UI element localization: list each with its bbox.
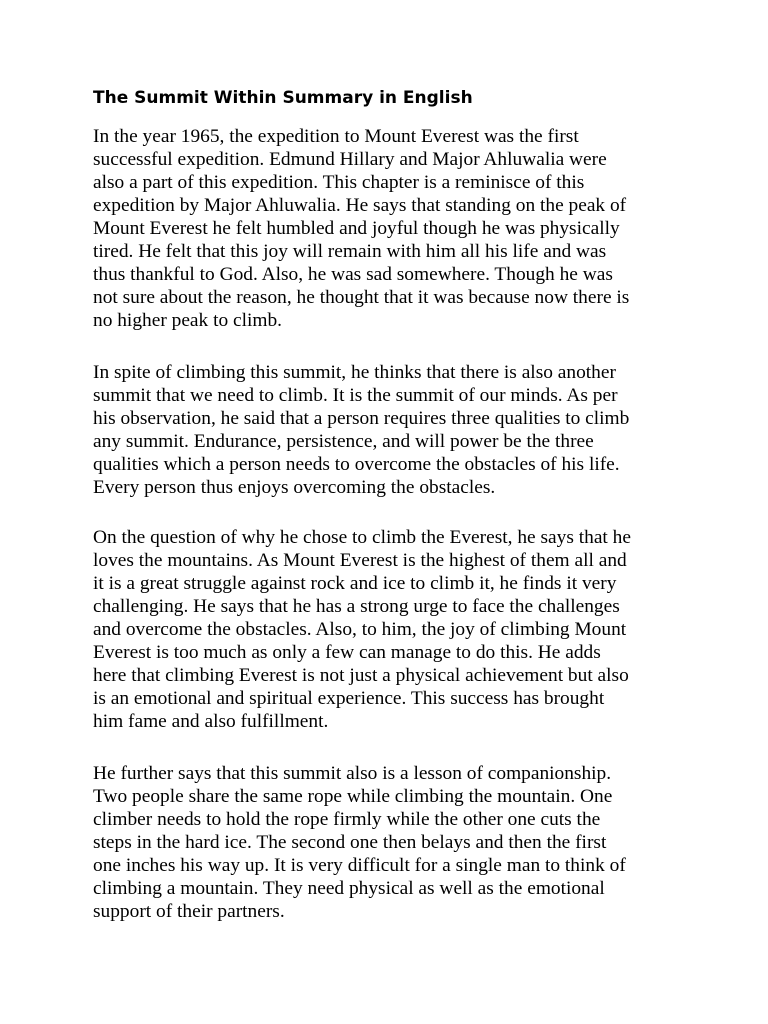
paragraph-line: Every person thus enjoys overcoming the obstacles. xyxy=(93,477,496,498)
paragraph-1 xyxy=(93,125,685,332)
paragraph-line: his observation, he said that a person requires three qualities to climb xyxy=(93,408,630,429)
paragraph-line: one inches his way up. It is very difficult for a single man to think of xyxy=(93,855,626,876)
paragraph-line: not sure about the reason, he thought that it was because now there is xyxy=(93,287,630,308)
paragraph-line: climber needs to hold the rope firmly while the other one cuts the xyxy=(93,809,601,830)
paragraph-line: and overcome the obstacles. Also, to him, the joy of climbing Mount xyxy=(93,619,627,640)
paragraph-line: support of their partners. xyxy=(93,901,285,922)
paragraph-4 xyxy=(93,762,685,923)
paragraph-line: loves the mountains. As Mount Everest is the highest of them all and xyxy=(93,550,627,571)
paragraph-line: In the year 1965, the expedition to Mount Everest was the first xyxy=(93,126,579,147)
paragraph-line: He further says that this summit also is a lesson of companionship. xyxy=(93,763,612,784)
paragraph-line: expedition by Major Ahluwalia. He says that standing on the peak of xyxy=(93,195,627,216)
paragraph-line: is an emotional and spiritual experience. This success has brought xyxy=(93,688,605,709)
paragraph-line: thus thankful to God. Also, he was sad somewhere. Though he was xyxy=(93,264,613,285)
document-title: The Summit Within Summary in English xyxy=(93,88,473,108)
paragraph-line: also a part of this expedition. This chapter is a reminisce of this xyxy=(93,172,585,193)
paragraph-line: On the question of why he chose to climb the Everest, he says that he xyxy=(93,527,631,548)
paragraph-line: Everest is too much as only a few can manage to do this. He adds xyxy=(93,642,601,663)
paragraph-line: him fame and also fulfillment. xyxy=(93,711,329,732)
paragraph-line: qualities which a person needs to overcome the obstacles of his life. xyxy=(93,454,620,475)
paragraph-line: here that climbing Everest is not just a physical achievement but also xyxy=(93,665,629,686)
paragraph-3 xyxy=(93,526,685,733)
paragraph-line: successful expedition. Edmund Hillary and Major Ahluwalia were xyxy=(93,149,607,170)
paragraph-line: In spite of climbing this summit, he thinks that there is also another xyxy=(93,362,616,383)
paragraph-2 xyxy=(93,361,685,499)
paragraph-line: Mount Everest he felt humbled and joyful though he was physically xyxy=(93,218,620,239)
paragraph-line: no higher peak to climb. xyxy=(93,310,283,331)
paragraph-line: climbing a mountain. They need physical as well as the emotional xyxy=(93,878,605,899)
paragraph-line: any summit. Endurance, persistence, and will power be the three xyxy=(93,431,594,452)
paragraph-line: challenging. He says that he has a strong urge to face the challenges xyxy=(93,596,620,617)
paragraph-line: summit that we need to climb. It is the summit of our minds. As per xyxy=(93,385,618,406)
paragraph-line: tired. He felt that this joy will remain with him all his life and was xyxy=(93,241,607,262)
paragraph-line: steps in the hard ice. The second one then belays and then the first xyxy=(93,832,607,853)
paragraph-line: it is a great struggle against rock and ice to climb it, he finds it very xyxy=(93,573,617,594)
paragraph-line: Two people share the same rope while climbing the mountain. One xyxy=(93,786,613,807)
